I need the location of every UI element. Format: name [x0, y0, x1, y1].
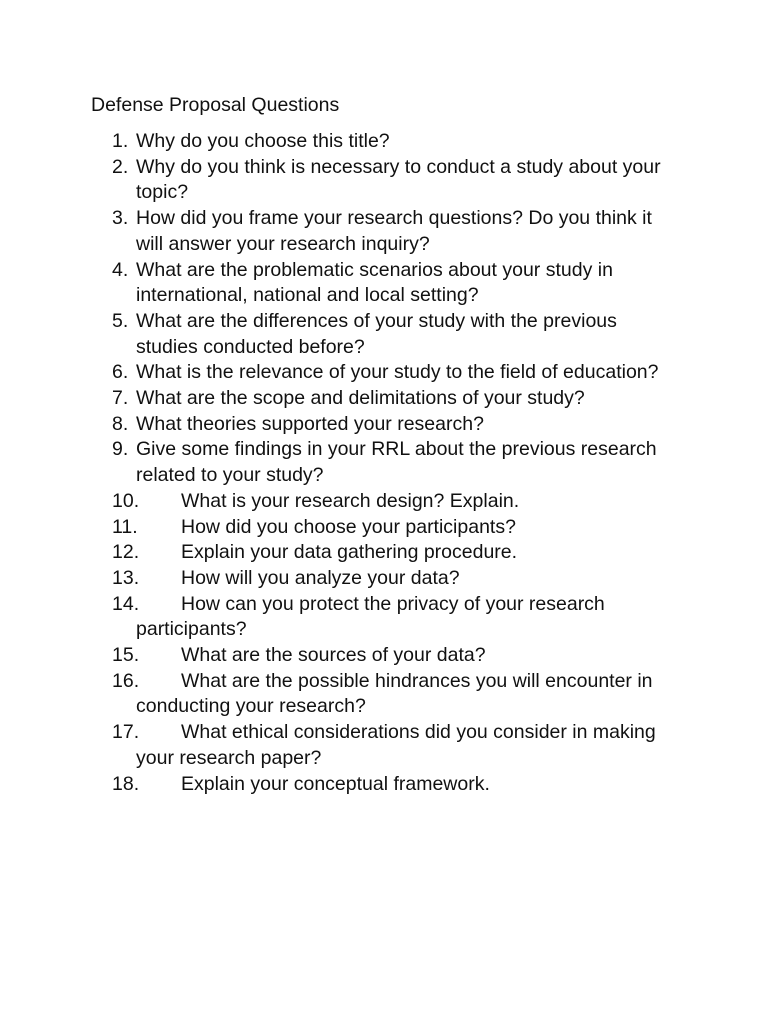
- question-item: [0, 412, 768, 438]
- question-text: What are the possible hindrances you will encounter in: [181, 669, 653, 692]
- question-number: 15.: [112, 644, 140, 667]
- question-item: [0, 540, 768, 566]
- question-text: How did you choose your participants?: [181, 515, 516, 538]
- question-item: [0, 258, 768, 309]
- question-number: 14.: [112, 592, 140, 615]
- question-text: Why do you think is necessary to conduct a study about your: [136, 155, 661, 178]
- question-item: [0, 643, 768, 669]
- question-number: 6.: [112, 361, 129, 384]
- question-text: What are the scope and delimitations of your study?: [136, 387, 585, 410]
- question-item: [0, 309, 768, 360]
- question-text: What is your research design? Explain.: [181, 489, 520, 512]
- question-text-continued: your research paper?: [136, 746, 322, 769]
- question-text: Explain your data gathering procedure.: [181, 541, 518, 564]
- question-item: [0, 360, 768, 386]
- document-title: Defense Proposal Questions: [91, 94, 340, 116]
- question-text-continued: topic?: [136, 181, 189, 204]
- question-text: Explain your conceptual framework.: [181, 772, 490, 795]
- question-text: Give some findings in your RRL about the previous research: [136, 438, 657, 461]
- question-item: [0, 129, 768, 155]
- question-number: 8.: [112, 412, 129, 435]
- question-text: How can you protect the privacy of your research: [181, 592, 605, 615]
- question-text-continued: studies conducted before?: [136, 335, 365, 358]
- question-text: Why do you choose this title?: [136, 130, 390, 152]
- question-number: 16.: [112, 669, 140, 692]
- question-number: 1.: [112, 130, 129, 152]
- question-item: [0, 669, 768, 720]
- question-number: 13.: [112, 566, 140, 589]
- question-number: 10.: [112, 489, 140, 512]
- question-item: [0, 772, 768, 798]
- question-item: [0, 155, 768, 206]
- question-number: 5.: [112, 309, 129, 332]
- question-number: 4.: [112, 258, 129, 281]
- question-number: 3.: [112, 207, 129, 230]
- question-item: [0, 437, 768, 488]
- question-text-continued: participants?: [136, 618, 247, 641]
- question-text: How will you analyze your data?: [181, 566, 460, 589]
- question-text-continued: will answer your research inquiry?: [136, 232, 430, 255]
- question-text: What is the relevance of your study to the field of education?: [136, 361, 659, 384]
- question-text-continued: conducting your research?: [136, 695, 366, 718]
- question-number: 11.: [112, 515, 138, 538]
- question-item: [0, 566, 768, 592]
- question-text: What ethical considerations did you consider in making: [181, 721, 656, 744]
- question-text: What are the sources of your data?: [181, 644, 486, 667]
- question-number: 2.: [112, 155, 129, 178]
- question-list: [0, 129, 768, 797]
- question-text: What are the problematic scenarios about your study in: [136, 258, 613, 281]
- question-item: [0, 206, 768, 257]
- question-number: 18.: [112, 772, 140, 795]
- question-text-continued: international, national and local setting?: [136, 284, 479, 307]
- question-number: 17.: [112, 721, 140, 744]
- question-item: [0, 386, 768, 412]
- question-text-continued: related to your study?: [136, 464, 324, 487]
- question-item: [0, 592, 768, 643]
- question-number: 12.: [112, 541, 140, 564]
- question-number: 9.: [112, 438, 129, 461]
- question-text: What are the differences of your study with the previous: [136, 309, 617, 332]
- question-item: [0, 515, 768, 541]
- question-text: How did you frame your research questions? Do you think it: [136, 207, 652, 230]
- question-item: [0, 489, 768, 515]
- question-item: [0, 720, 768, 771]
- question-text: What theories supported your research?: [136, 412, 484, 435]
- question-number: 7.: [112, 387, 129, 410]
